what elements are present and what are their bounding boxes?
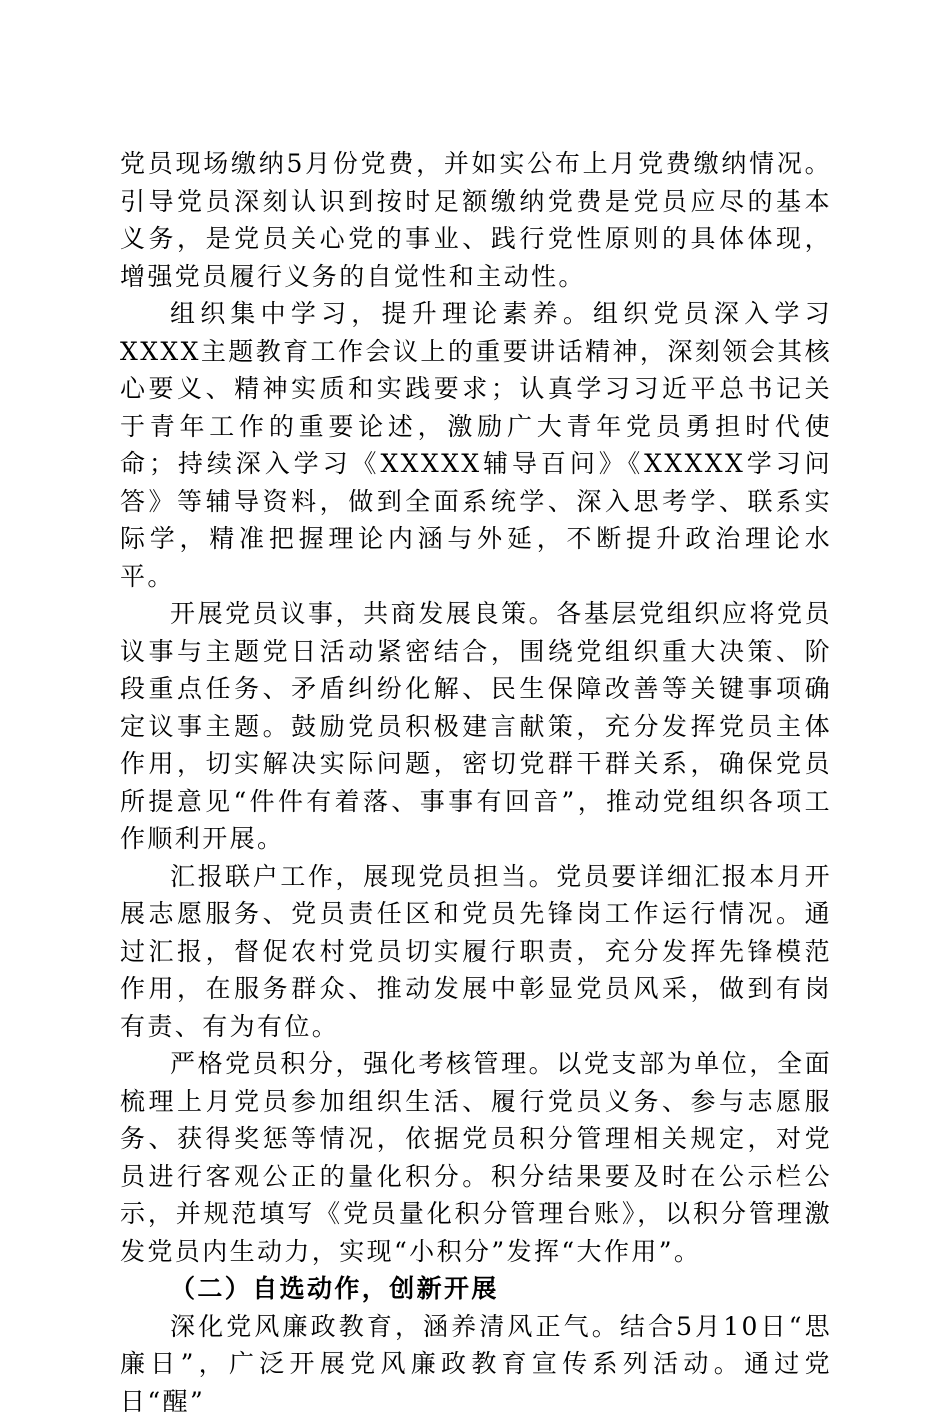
paragraph-dues-payment: 党员现场缴纳5月份党费，并如实公布上月党费缴纳情况。引导党员深刻认识到按时足额缴纳党费是党员应尽的基本义务，是党员关心党的事业、践行党性原则的具体体现，增强党员履行义务的自觉性和主动性。: [120, 145, 832, 295]
paragraph-member-points: 严格党员积分，强化考核管理。以党支部为单位，全面梳理上月党员参加组织生活、履行党员义务、参与志愿服务、获得奖惩等情况，依据党员积分管理相关规定，对党员进行客观公正的量化积分。积分结果要及时在公示栏公示，并规范填写《党员量化积分管理台账》，以积分管理激发党员内生动力，实现“小积分”发挥“大作用”。: [120, 1045, 832, 1270]
section-heading-optional-actions: （二）自选动作，创新开展: [120, 1270, 832, 1308]
paragraph-household-report: 汇报联户工作，展现党员担当。党员要详细汇报本月开展志愿服务、党员责任区和党员先锋岗工作运行情况。通过汇报，督促农村党员切实履行职责，充分发挥先锋模范作用，在服务群众、推动发展中彰显党员风采，做到有岗有责、有为有位。: [120, 858, 832, 1046]
paragraph-member-deliberation: 开展党员议事，共商发展良策。各基层党组织应将党员议事与主题党日活动紧密结合，围绕党组织重大决策、阶段重点任务、矛盾纠纷化解、民生保障改善等关键事项确定议事主题。鼓励党员积极建言献策，充分发挥党员主体作用，切实解决实际问题，密切党群干群关系，确保党员所提意见“件件有着落、事事有回音”，推动党组织各项工作顺利开展。: [120, 595, 832, 858]
paragraph-concentrated-study: 组织集中学习，提升理论素养。组织党员深入学习XXXX主题教育工作会议上的重要讲话精神，深刻领会其核心要义、精神实质和实践要求；认真学习习近平总书记关于青年工作的重要论述，激励广大青年党员勇担时代使命；持续深入学习《XXXXX辅导百问》《XXXXX学习问答》等辅导资料，做到全面系统学、深入思考学、联系实际学，精准把握理论内涵与外延，不断提升政治理论水平。: [120, 295, 832, 595]
paragraph-integrity-education: 深化党风廉政教育，涵养清风正气。结合5月10日“思廉日”，广泛开展党风廉政教育宣传系列活动。通过党日“醒”: [120, 1308, 832, 1420]
document-page: [120, 145, 832, 1420]
